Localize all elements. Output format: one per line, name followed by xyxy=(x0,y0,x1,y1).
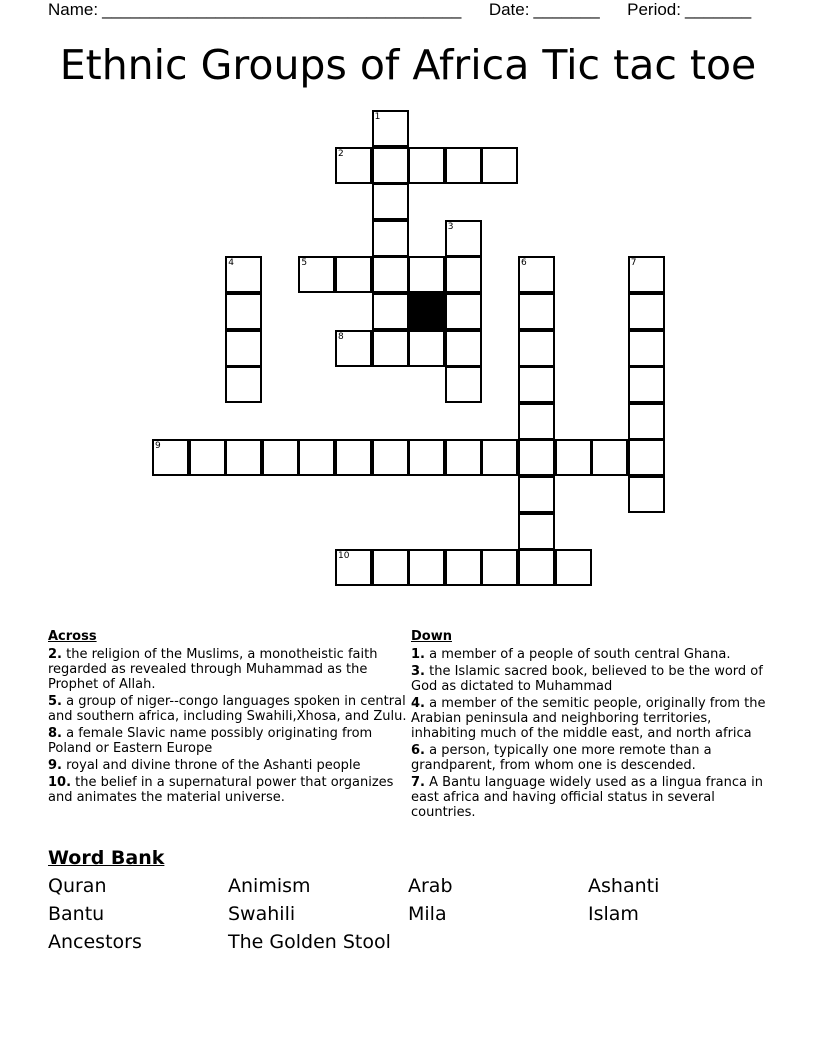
grid-cell[interactable] xyxy=(335,439,372,476)
word-bank-list xyxy=(48,874,768,954)
grid-cell[interactable] xyxy=(372,110,409,147)
clue-down-1: 1. a member of a people of south central Ghana. xyxy=(411,647,731,662)
word-bank-item: Islam xyxy=(588,903,639,925)
word-bank-heading: Word Bank xyxy=(48,847,165,869)
clue-down-3: 3. the Islamic sacred book, believed to be the word of God as dictated to Muhammad xyxy=(411,664,763,694)
grid-cell[interactable] xyxy=(591,439,628,476)
clue-down-6: 6. a person, typically one more remote than a grandparent, from whom one is descended. xyxy=(411,743,712,773)
grid-cell[interactable] xyxy=(628,293,665,330)
grid-cell[interactable] xyxy=(335,549,372,586)
grid-cell[interactable] xyxy=(372,256,409,293)
grid-cell[interactable] xyxy=(518,513,555,550)
grid-cell[interactable] xyxy=(628,366,665,403)
clue-number: 1 xyxy=(374,112,381,122)
word-bank-item: Swahili xyxy=(228,903,296,925)
word-bank-item: Mila xyxy=(408,903,447,925)
clue-number: 5 xyxy=(301,258,308,269)
grid-cell[interactable] xyxy=(481,439,518,476)
grid-cell[interactable] xyxy=(445,549,482,586)
grid-cell[interactable] xyxy=(445,439,482,476)
period-label: Period: xyxy=(627,0,681,19)
date-label: Date: xyxy=(488,0,530,19)
clue-number: 6 xyxy=(521,258,527,269)
clue-number: 10 xyxy=(338,551,350,562)
grid-cell[interactable] xyxy=(335,147,372,184)
grid-cell[interactable] xyxy=(372,220,409,257)
grid-cell[interactable] xyxy=(518,256,555,293)
grid-cell[interactable] xyxy=(298,256,335,293)
clue-number: 2 xyxy=(338,148,344,159)
clue-number: 7 xyxy=(630,258,637,269)
grid-cell[interactable] xyxy=(518,330,555,367)
grid-cell[interactable] xyxy=(225,439,262,476)
grid-cell[interactable] xyxy=(555,549,592,586)
page-title: Ethnic Groups of Africa Tic tac toe xyxy=(59,41,757,89)
grid-cell[interactable] xyxy=(445,330,482,367)
grid-cell[interactable] xyxy=(372,293,409,330)
word-bank xyxy=(48,846,768,954)
grid-cell[interactable] xyxy=(189,439,226,476)
grid-cell[interactable] xyxy=(408,147,445,184)
clue-across-5: 5. a group of niger--congo languages spoken in central and southern africa, including Swahili,Xhosa, and Zulu. xyxy=(48,694,407,724)
grid-cell[interactable] xyxy=(262,439,299,476)
clue-down-4: 4. a member of the semitic people, originally from the Arabian peninsula and neighboring territories, inhabiting much of the middle east, and north africa xyxy=(411,696,766,741)
word-bank-item: Bantu xyxy=(48,903,105,925)
grid-cell[interactable] xyxy=(372,330,409,367)
grid-cell[interactable] xyxy=(372,183,409,220)
word-bank-item: Arab xyxy=(408,875,453,897)
grid-cell[interactable] xyxy=(372,549,409,586)
grid-cell[interactable] xyxy=(481,147,518,184)
grid-cell[interactable] xyxy=(445,220,482,257)
grid-cell[interactable] xyxy=(518,476,555,513)
grid-cell[interactable] xyxy=(225,330,262,367)
clue-number: 8 xyxy=(338,331,344,342)
grid-cell[interactable] xyxy=(628,330,665,367)
clue-number: 9 xyxy=(155,441,161,452)
grid-cell[interactable] xyxy=(445,147,482,184)
clue-across-8: 8. a female Slavic name possibly originating from Poland or Eastern Europe xyxy=(48,726,373,756)
clue-across-2: 2. the religion of the Muslims, a monotheistic faith regarded as revealed through Muhammad as the Prophet of Allah. xyxy=(48,647,378,692)
clue-down-7: 7. A Bantu language widely used as a lingua franca in east africa and having official status in several countries. xyxy=(411,775,763,820)
across-heading: Across xyxy=(48,629,97,644)
grid-cell[interactable] xyxy=(335,256,372,293)
word-bank-item: Quran xyxy=(48,875,107,897)
word-bank-item: Ancestors xyxy=(48,931,142,953)
down-heading: Down xyxy=(411,629,452,644)
grid-cell[interactable] xyxy=(298,439,335,476)
across-clues xyxy=(48,628,410,807)
grid-cell[interactable] xyxy=(518,293,555,330)
grid-cell[interactable] xyxy=(225,366,262,403)
down-clues xyxy=(411,628,771,822)
grid-cell[interactable] xyxy=(518,403,555,440)
student-info-header xyxy=(48,0,751,20)
grid-cell[interactable] xyxy=(445,256,482,293)
grid-cell[interactable] xyxy=(555,439,592,476)
clue-number: 3 xyxy=(447,221,454,232)
grid-cell[interactable] xyxy=(628,439,665,476)
name-blank[interactable]: ______________________________________ xyxy=(102,0,462,19)
grid-cell[interactable] xyxy=(408,439,445,476)
word-bank-item: Animism xyxy=(228,875,311,897)
date-blank[interactable]: _______ xyxy=(533,0,600,19)
grid-cell[interactable] xyxy=(372,439,409,476)
word-bank-item: Ashanti xyxy=(588,875,660,897)
grid-cell[interactable] xyxy=(408,549,445,586)
grid-cell[interactable] xyxy=(518,549,555,586)
grid-cell[interactable] xyxy=(225,293,262,330)
grid-cell[interactable] xyxy=(408,256,445,293)
grid-cell[interactable] xyxy=(628,403,665,440)
name-label: Name: xyxy=(48,0,99,19)
clue-across-10: 10. the belief in a supernatural power that organizes and animates the material universe. xyxy=(48,775,394,805)
grid-cell[interactable] xyxy=(152,439,189,476)
word-bank-item: The Golden Stool xyxy=(228,931,391,953)
period-blank[interactable]: _______ xyxy=(685,0,752,19)
clue-across-9: 9. royal and divine throne of the Ashanti people xyxy=(48,758,361,773)
grid-cell[interactable] xyxy=(628,256,665,293)
clue-number: 4 xyxy=(228,258,234,269)
grid-cell[interactable] xyxy=(518,366,555,403)
grid-cell[interactable] xyxy=(481,549,518,586)
grid-cell[interactable] xyxy=(372,147,409,184)
grid-cell[interactable] xyxy=(445,293,482,330)
grid-cell[interactable] xyxy=(445,366,482,403)
grid-cell[interactable] xyxy=(408,330,445,367)
grid-cell[interactable] xyxy=(335,330,372,367)
grid-cell[interactable] xyxy=(518,439,555,476)
grid-cell[interactable] xyxy=(628,476,665,513)
grid-cell[interactable] xyxy=(225,256,262,293)
grid-cell-black xyxy=(408,293,445,330)
